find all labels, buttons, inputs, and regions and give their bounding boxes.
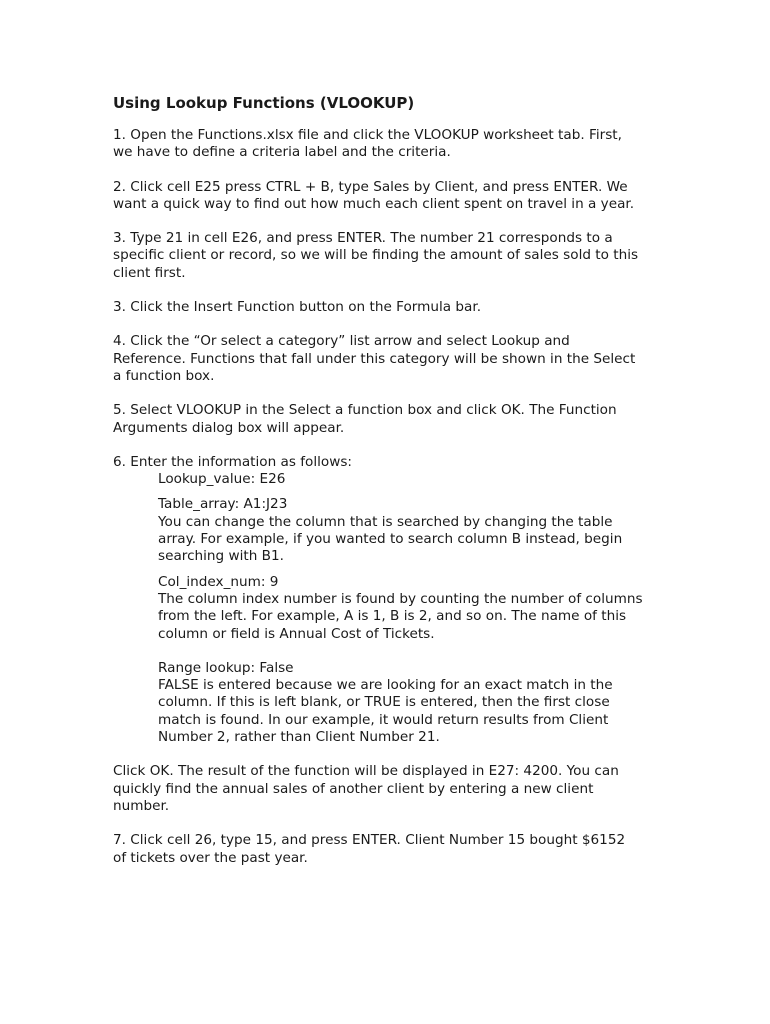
step-1-paragraph xyxy=(113,127,673,162)
text-line: array. For example, if you wanted to search column B instead, begin xyxy=(158,531,623,548)
text-line: searching with B1. xyxy=(158,548,284,565)
document-page xyxy=(113,93,673,884)
arguments-list xyxy=(113,471,673,746)
text-line: Number 2, rather than Client Number 21. xyxy=(158,729,440,746)
lookup-value-item xyxy=(158,471,673,488)
document-title: Using Lookup Functions (VLOOKUP) xyxy=(113,94,415,112)
step-7-paragraph xyxy=(113,832,673,867)
text-line: 3. Type 21 in cell E26, and press ENTER. The number 21 corresponds to a xyxy=(113,230,613,247)
range-lookup-item xyxy=(158,660,673,746)
text-line: column. If this is left blank, or TRUE is entered, then the first close xyxy=(158,694,610,711)
text-line: Lookup_value: E26 xyxy=(158,471,286,488)
step-6-paragraph xyxy=(113,454,673,471)
text-line: 6. Enter the information as follows: xyxy=(113,453,352,470)
text-line: 1. Open the Functions.xlsx file and click the VLOOKUP worksheet tab. First, xyxy=(113,127,622,143)
text-line: a function box. xyxy=(113,367,215,384)
text-line: specific client or record, so we will be finding the amount of sales sold to this xyxy=(113,247,639,264)
table-array-item xyxy=(158,496,673,565)
text-line: Table_array: A1:J23 xyxy=(158,496,288,513)
text-line: number. xyxy=(113,797,170,814)
text-line: You can change the column that is searched by changing the table xyxy=(158,513,613,530)
text-line: 7. Click cell 26, type 15, and press ENTER. Client Number 15 bought $6152 xyxy=(113,832,626,849)
text-line: quickly find the annual sales of another client by entering a new client xyxy=(113,780,594,797)
step-2-paragraph xyxy=(113,179,673,214)
text-line: FALSE is entered because we are looking for an exact match in the xyxy=(158,677,613,694)
text-line: column or field is Annual Cost of Tickets. xyxy=(158,625,435,642)
text-line: 3. Click the Insert Function button on the Formula bar. xyxy=(113,299,482,316)
text-line: Click OK. The result of the function will be displayed in E27: 4200. You can xyxy=(113,763,619,780)
text-line: 4. Click the “Or select a category” list arrow and select Lookup and xyxy=(113,333,570,350)
text-line: Col_index_num: 9 xyxy=(158,573,279,590)
text-line: of tickets over the past year. xyxy=(113,849,308,866)
text-line: we have to define a criteria label and the criteria. xyxy=(113,144,451,161)
step-4-paragraph xyxy=(113,333,673,385)
click-ok-paragraph xyxy=(113,763,673,815)
step-5-paragraph xyxy=(113,402,673,437)
text-line: Arguments dialog box will appear. xyxy=(113,419,345,436)
text-line: 5. Select VLOOKUP in the Select a function box and click OK. The Function xyxy=(113,402,617,419)
text-line: The column index number is found by counting the number of columns xyxy=(158,590,643,607)
text-line: Reference. Functions that fall under this category will be shown in the Select xyxy=(113,350,636,367)
col-index-item xyxy=(158,574,673,643)
step-3b-paragraph xyxy=(113,299,673,316)
text-line: want a quick way to find out how much each client spent on travel in a year. xyxy=(113,195,635,212)
text-line: match is found. In our example, it would return results from Client xyxy=(158,711,609,728)
text-line: client first. xyxy=(113,264,186,281)
text-line: from the left. For example, A is 1, B is 2, and so on. The name of this xyxy=(158,608,627,625)
text-line: 2. Click cell E25 press CTRL + B, type Sales by Client, and press ENTER. We xyxy=(113,178,628,195)
text-line: Range lookup: False xyxy=(158,659,294,676)
step-3-paragraph xyxy=(113,230,673,282)
